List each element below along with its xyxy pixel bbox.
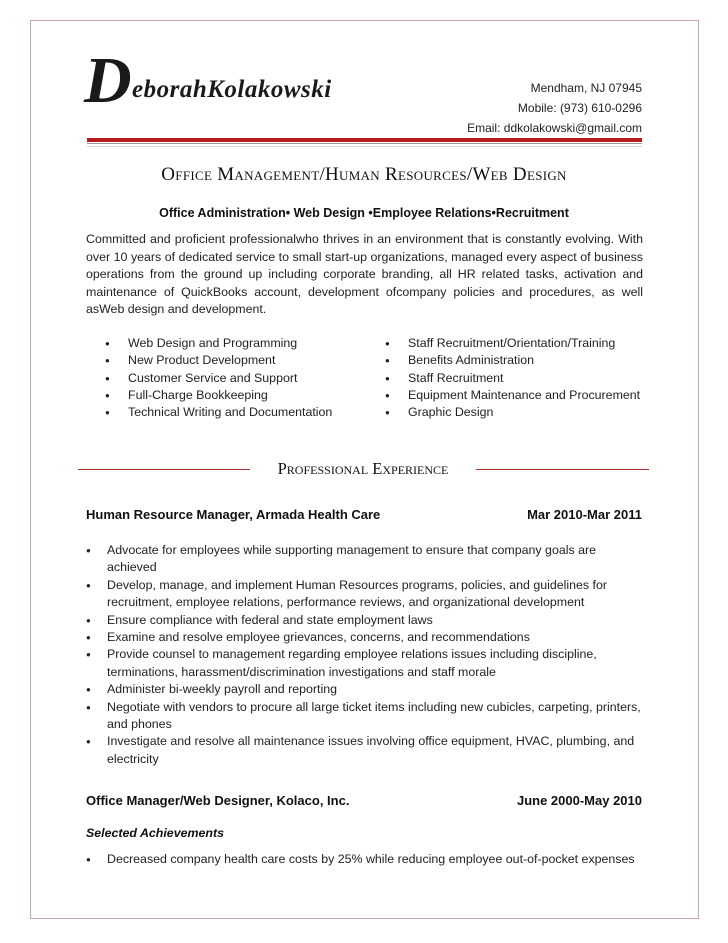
header-rule: [87, 138, 642, 142]
skill-item: ● New Product Development: [105, 352, 375, 369]
achievement-item: ● Decreased company health care costs by 25% while reducing employee out-of-pocket expenses: [86, 851, 646, 868]
skill-item: ● Equipment Maintenance and Procurement: [385, 387, 645, 404]
location-text: Mendham, NJ 07945: [530, 81, 642, 95]
achievements-list-kolaco: [86, 851, 646, 868]
section-rule-right: [476, 469, 649, 470]
duty-item: ● Negotiate with vendors to procure all large ticket items including new cubicles, carpeting, printers, and phones: [86, 699, 646, 734]
resume-subtitle: Office Administration• Web Design •Employee Relations•Recruitment: [159, 206, 569, 220]
resume-title: Office Management/Human Resources/Web Design: [161, 164, 567, 185]
mobile-text: Mobile: (973) 610-0296: [517, 101, 642, 115]
job-dates-kolaco: June 2000-May 2010: [516, 793, 642, 808]
job-dates-armada: Mar 2010-Mar 2011: [527, 507, 642, 522]
email-text: Email: ddkolakowski@gmail.com: [467, 121, 642, 135]
duty-item: ● Develop, manage, and implement Human Resources programs, policies, and guidelines for recruitment, employee relations, performance reviews, and organizational development: [86, 577, 646, 612]
duty-item: ● Provide counsel to management regarding employee relations issues including discipline, terminations, harassment/discrimination investigations and staff morale: [86, 646, 646, 681]
name-text: eborahKolakowski: [132, 76, 332, 103]
duty-item: ● Investigate and resolve all maintenance issues involving office equipment, HVAC, plumbing, and electricity: [86, 733, 646, 768]
duty-item: ● Examine and resolve employee grievances, concerns, and recommendations: [86, 629, 646, 646]
duty-item: ● Advocate for employees while supporting management to ensure that company goals are achieved: [86, 542, 646, 577]
skill-item: ● Web Design and Programming: [105, 335, 375, 352]
skills-list-left: [105, 335, 375, 421]
contact-block: [467, 78, 642, 138]
skill-item: ● Customer Service and Support: [105, 370, 375, 387]
duty-item: ● Ensure compliance with federal and state employment laws: [86, 612, 646, 629]
skill-item: ● Full-Charge Bookkeeping: [105, 387, 375, 404]
section-heading-experience: Professional Experience: [277, 459, 449, 478]
skill-item: ● Staff Recruitment/Orientation/Training: [385, 335, 645, 352]
section-rule-left: [78, 469, 250, 470]
skill-item: ● Benefits Administration: [385, 352, 645, 369]
skills-list-right: [385, 335, 645, 421]
header-rule-thin: [87, 143, 642, 144]
skill-item: ● Staff Recruitment: [385, 370, 645, 387]
skill-item: ● Technical Writing and Documentation: [105, 404, 375, 421]
summary-paragraph: Committed and proficient professionalwho thrives in an environment that is constantly evolving. With over 10 years of dedicated service to small start-up organizations, managed every aspect of business operations from the ground up including corporate branding, all HR related tasks, activation and maintenance of QuickBooks account, development ofcompany policies and procedures, as well asWeb design and development.: [86, 232, 643, 317]
job-title-armada: Human Resource Manager, Armada Health Care: [86, 507, 381, 522]
name-initial: D: [84, 44, 132, 117]
selected-achievements-heading: Selected Achievements: [86, 826, 224, 840]
duties-list-armada: [86, 542, 646, 768]
duty-item: ● Administer bi-weekly payroll and reporting: [86, 681, 646, 698]
skill-item: ● Graphic Design: [385, 404, 645, 421]
header-rule-light: [87, 146, 642, 147]
job-title-kolaco: Office Manager/Web Designer, Kolaco, Inc.: [86, 793, 350, 808]
